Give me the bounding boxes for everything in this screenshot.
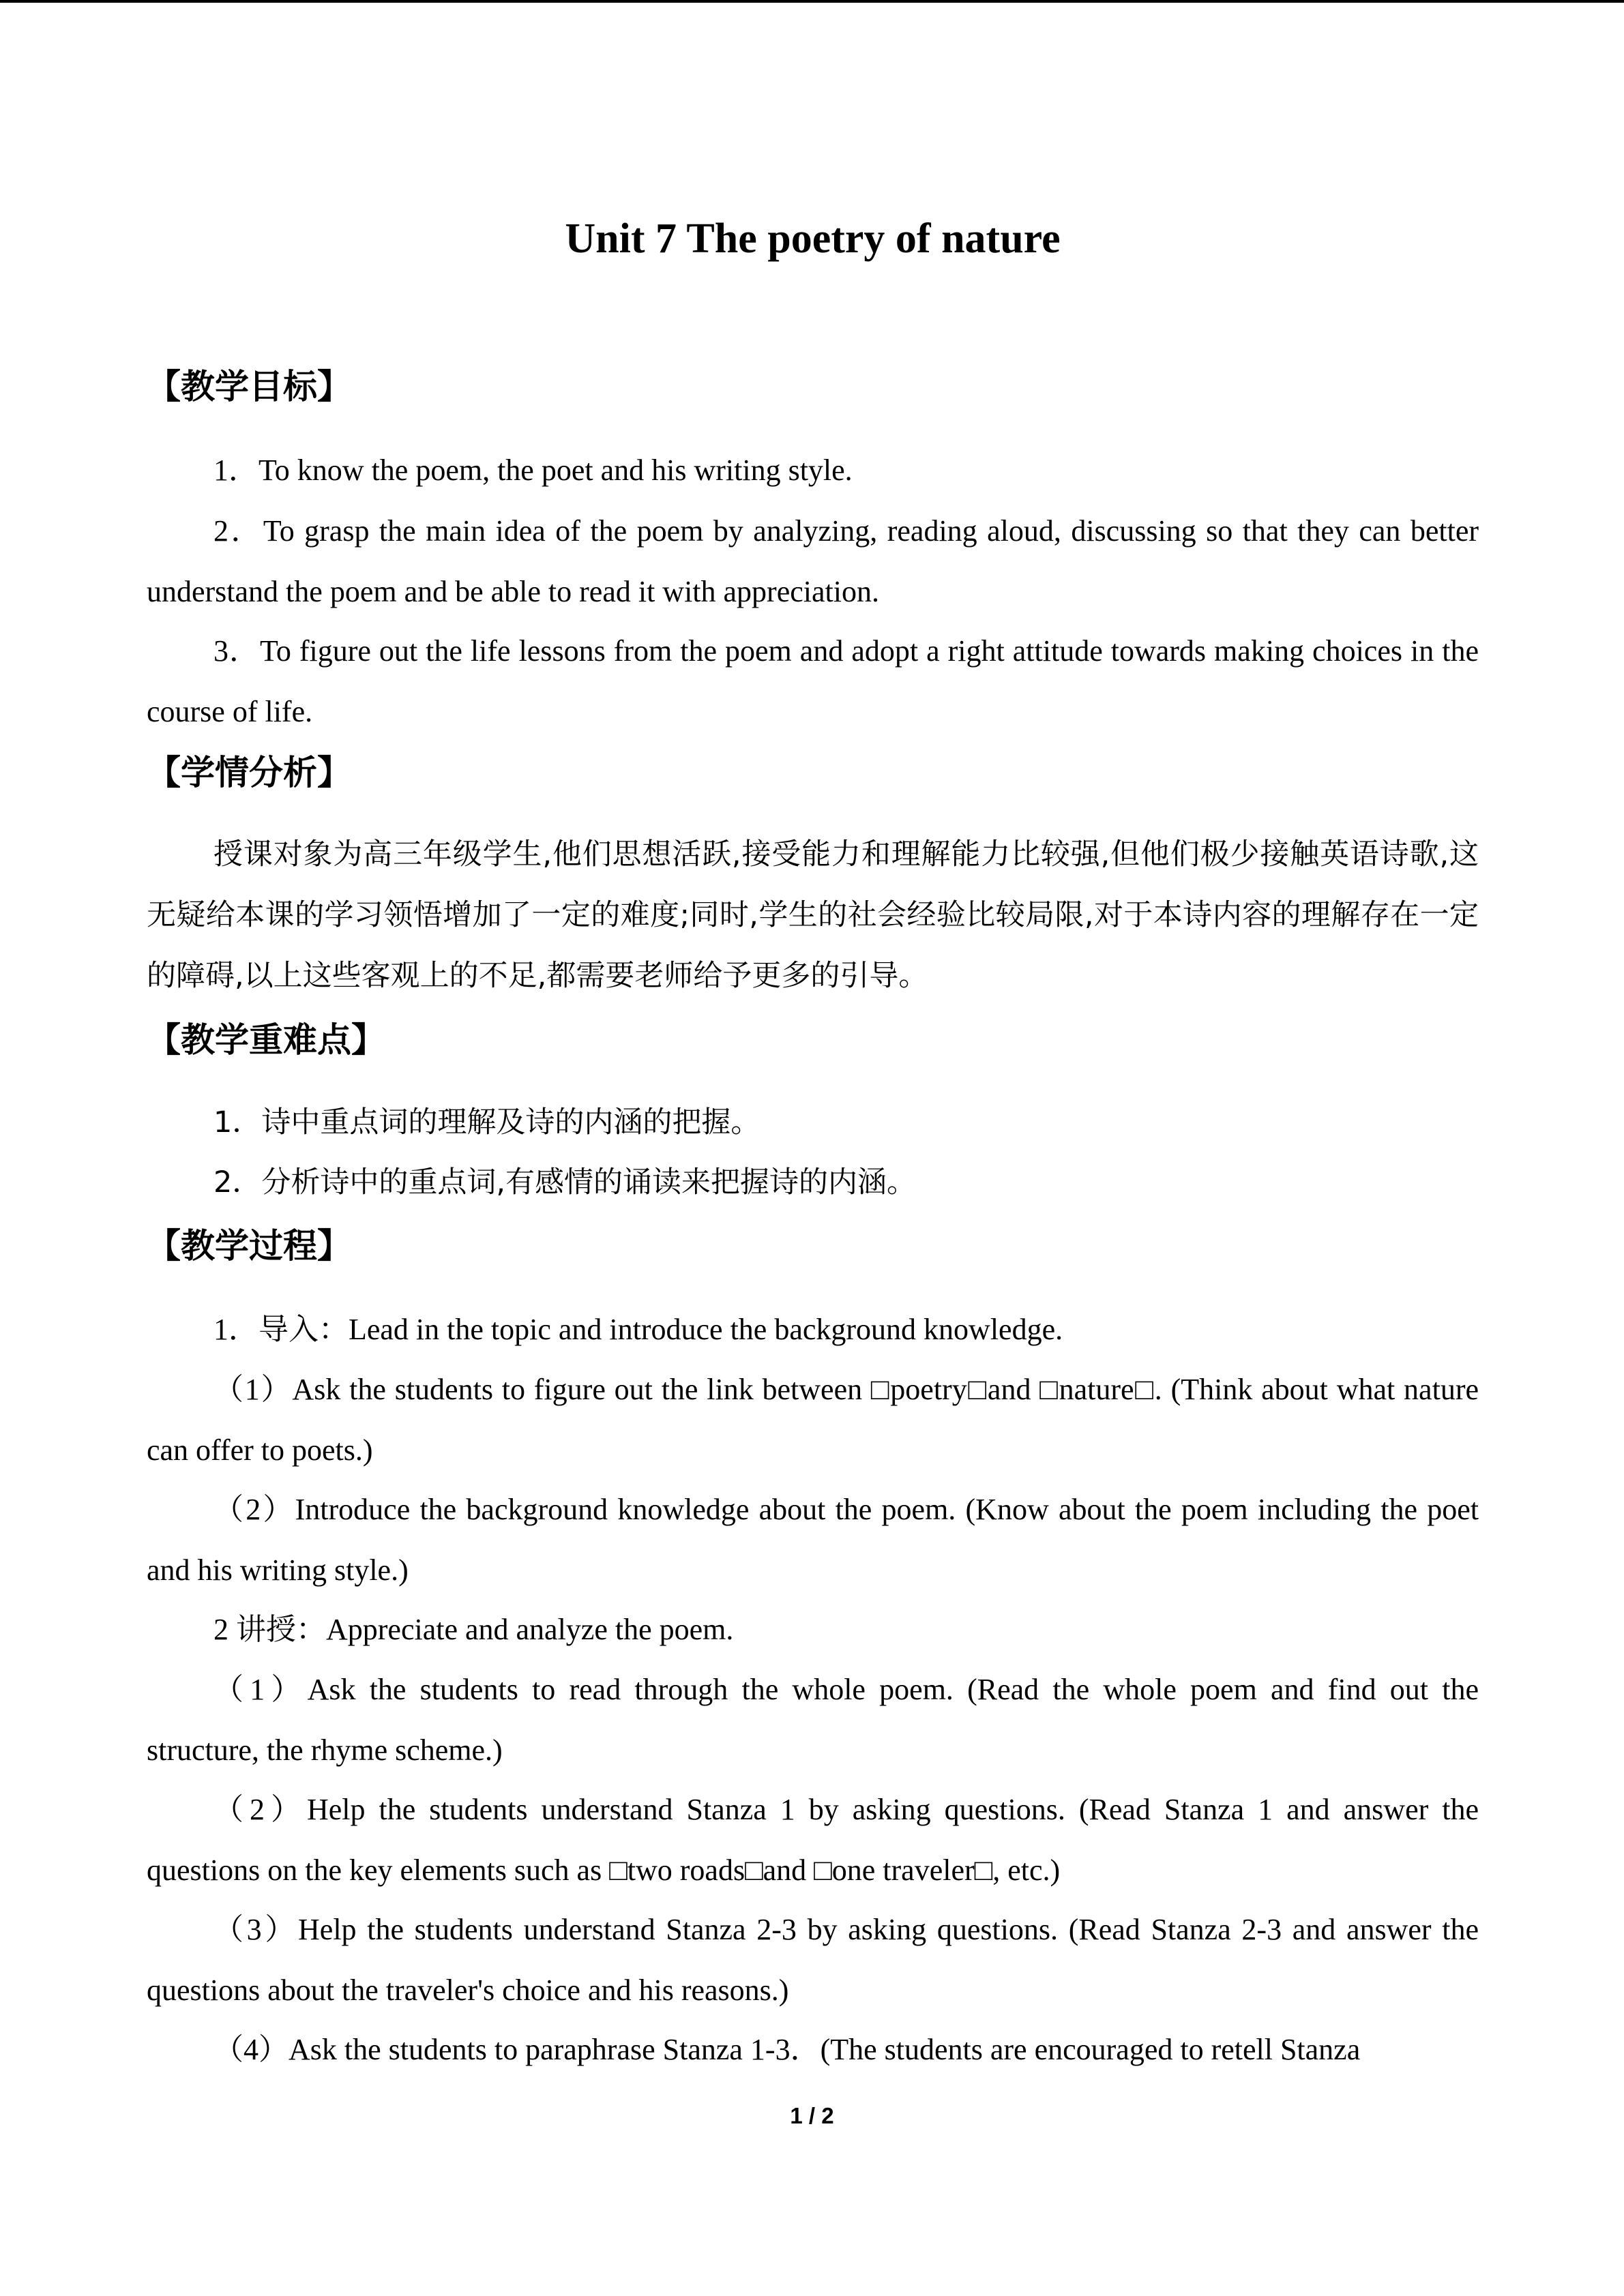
objective-item-2: 2．To grasp the main idea of the poem by analyzing, reading aloud, discussing so that they can better understand the poem and be able to read it with appreciation. [147, 514, 1479, 608]
heading-analysis: 【学情分析】 [147, 753, 351, 792]
process-item-teaching-3: （3）Help the students understand Stanza 2-3 by asking questions. (Read Stanza 2-3 and answer the questions about the traveler's choice and his reasons.) [147, 1913, 1479, 2007]
process-item-lead-in-2: （2）Introduce the background knowledge about the poem. (Know about the poem including the poet and his writing style.) [147, 1493, 1479, 1587]
analysis-paragraph: 授课对象为高三年级学生,他们思想活跃,接受能力和理解能力比较强,但他们极少接触英语诗歌,这无疑给本课的学习领悟增加了一定的难度;同时,学生的社会经验比较局限,对于本诗内容的理解存在一定的障碍,以上这些客观上的不足,都需要老师给予更多的引导。 [147, 837, 1479, 993]
key-point-item-2: 2．分析诗中的重点词,有感情的诵读来把握诗的内涵。 [213, 1165, 917, 1199]
page-number: 1 / 2 [790, 2103, 834, 2128]
process-item-teaching-1: （1）Ask the students to read through the whole poem. (Read the whole poem and find out the structure, the rhyme scheme.) [147, 1673, 1479, 1767]
objective-item-3: 3．To figure out the life lessons from the poem and adopt a right attitude towards making choices in the course of life. [147, 634, 1479, 728]
objective-item-1: 1．To know the poem, the poet and his writing style. [213, 453, 853, 487]
heading-process: 【教学过程】 [147, 1226, 351, 1266]
document-title: Unit 7 The poetry of nature [565, 215, 1061, 262]
process-item-teaching-4: （4）Ask the students to paraphrase Stanza 1-3．(The students are encouraged to retell Stanza [213, 2033, 1361, 2066]
heading-key-points: 【教学重难点】 [147, 1020, 385, 1060]
process-item-lead-in-1: （1）Ask the students to figure out the link between □poetry□and □nature□. (Think about what nature can offer to poets.) [147, 1373, 1479, 1467]
heading-objectives: 【教学目标】 [147, 367, 351, 406]
key-point-item-1: 1．诗中重点词的理解及诗的内涵的把握。 [213, 1105, 761, 1139]
top-border-line [0, 0, 1624, 3]
process-item-lead-in: 1．导入：Lead in the topic and introduce the background knowledge. [213, 1313, 1063, 1346]
process-item-teaching-2: （2）Help the students understand Stanza 1 by asking questions. (Read Stanza 1 and answer the questions on the key elements such as □two roads□and □one traveler□, etc.) [147, 1793, 1479, 1887]
process-item-teaching: 2 讲授：Appreciate and analyze the poem. [213, 1613, 734, 1646]
